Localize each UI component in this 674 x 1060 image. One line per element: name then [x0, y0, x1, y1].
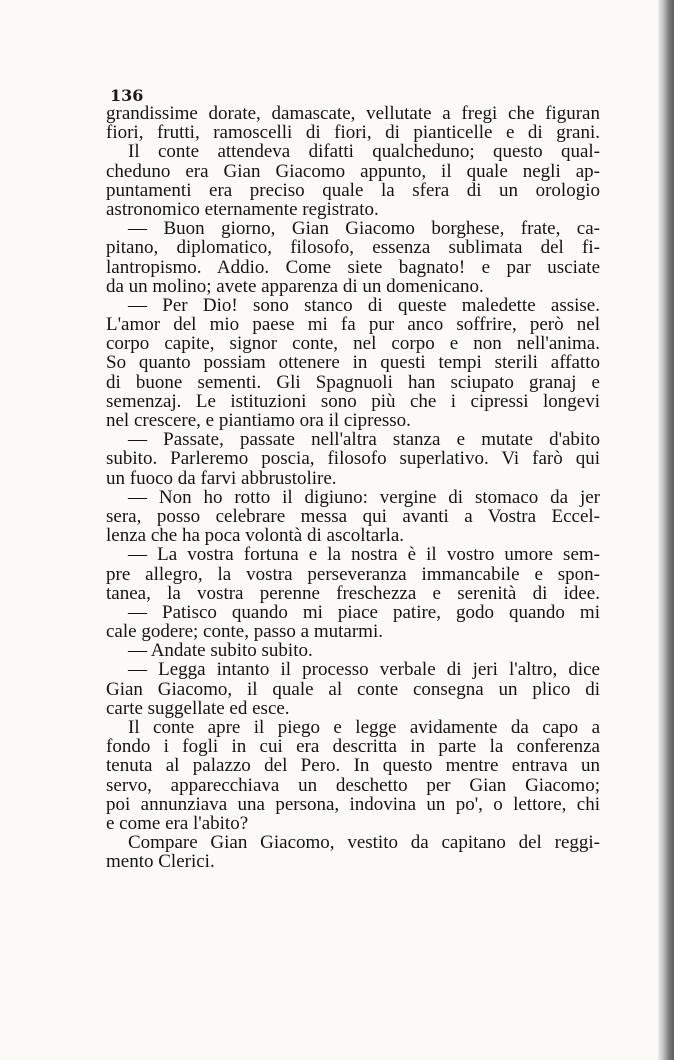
- text-line: sera, posso celebrare messa qui avanti a Vostra Eccel-: [106, 506, 600, 527]
- text-line: — Buon giorno, Gian Giacomo borghese, frate, ca-: [128, 219, 600, 239]
- text-line: Gian Giacomo, il quale al conte consegna un plico di: [106, 679, 600, 699]
- text-line: — Per Dio! sono stanco di queste maledette assise.: [128, 295, 600, 316]
- body-text: [106, 104, 600, 872]
- text-line: fondo i fogli in cui era descritta in parte la conferenza: [106, 737, 600, 757]
- text-line: — Legga intanto il processo verbale di jeri l'altro, dice: [128, 660, 600, 680]
- text-line: tanea, la vostra perenne freschezza e serenità di idee.: [106, 583, 600, 603]
- text-line: — Patisco quando mi piace patire, godo quando mi: [128, 602, 600, 623]
- text-line: astronomico eternamente registrato.: [106, 199, 379, 220]
- text-line: fiori, frutti, ramoscelli di fiori, di pianticelle e di grani.: [106, 123, 600, 143]
- text-line: di buone sementi. Gli Spagnuoli han sciupato granaj e: [106, 372, 600, 392]
- text-line: da un molino; avete apparenza di un domenicano.: [106, 276, 484, 296]
- text-line: tenuta al palazzo del Pero. In questo mentre entrava un: [106, 756, 600, 776]
- text-line: — La vostra fortuna e la nostra è il vostro umore sem-: [128, 545, 600, 565]
- text-line: Il conte attendeva difatti qualcheduno; questo qual-: [128, 142, 600, 162]
- text-line: poi annunziava una persona, indovina un po', o lettore, chi: [106, 794, 600, 814]
- text-line: — Non ho rotto il digiuno: vergine di stomaco da jer: [128, 487, 600, 507]
- text-line: servo, apparecchiava un deschetto per Gian Giacomo;: [106, 775, 600, 795]
- page-number: 136: [110, 86, 144, 105]
- text-line: e come era l'abito?: [106, 813, 249, 834]
- text-line: L'amor del mio paese mi fa pur anco soffrire, però nel: [106, 315, 600, 335]
- text-line: corpo capite, signor conte, nel corpo e non nell'anima.: [106, 334, 600, 354]
- text-line: mento Clerici.: [106, 852, 215, 872]
- text-line: — Passate, passate nell'altra stanza e mutate d'abito: [128, 430, 600, 450]
- text-line: cale godere; conte, passo a mutarmi.: [106, 622, 383, 642]
- text-line: cheduno era Gian Giacomo appunto, il quale negli ap-: [106, 161, 600, 181]
- text-line: grandissime dorate, damascate, vellutate a fregi che figuran: [106, 104, 600, 124]
- text-line: Il conte apre il piego e legge avidamente da capo a: [128, 718, 600, 738]
- text-line: — Andate subito subito.: [128, 641, 313, 661]
- text-line: lantropismo. Addio. Come siete bagnato! e par usciate: [106, 257, 600, 277]
- text-line: nel crescere, e piantiamo ora il cipresso.: [106, 411, 411, 431]
- book-spine-shadow: [658, 0, 674, 1060]
- text-line: So quanto possiam ottenere in questi tempi sterili affatto: [106, 353, 600, 373]
- text-line: pitano, diplomatico, filosofo, essenza sublimata del fi-: [106, 238, 600, 258]
- text-line: lenza che ha poca volontà di ascoltarla.: [106, 526, 405, 546]
- text-line: carte suggellate ed esce.: [106, 698, 290, 718]
- text-line: Compare Gian Giacomo, vestito da capitano del reggi-: [128, 833, 600, 853]
- text-line: semenzaj. Le istituzioni sono più che i cipressi longevi: [106, 391, 600, 411]
- text-line: un fuoco da farvi abbrustolire.: [106, 468, 337, 488]
- text-line: puntamenti era preciso quale la sfera di un orologio: [106, 180, 600, 200]
- text-line: pre allegro, la vostra perseveranza immancabile e spon-: [106, 564, 600, 584]
- text-line: subito. Parleremo poscia, filosofo superlativo. Vi farò qui: [106, 449, 600, 469]
